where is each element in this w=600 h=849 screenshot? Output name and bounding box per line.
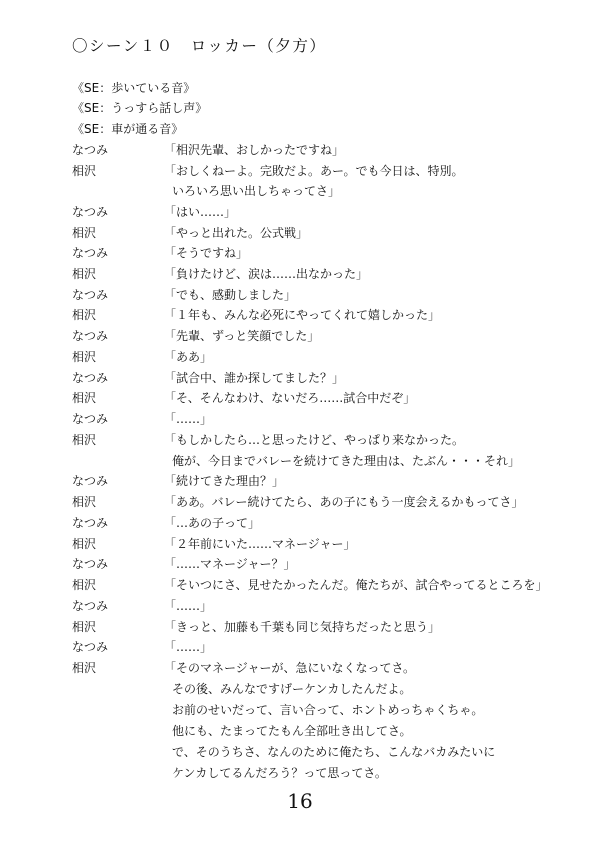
speaker-name: 相沢 [72, 391, 97, 405]
dialogue-line [0, 473, 600, 489]
dialogue-line [0, 163, 600, 179]
sound-effect-cue: 《SE：車が通る音》 [72, 122, 184, 136]
dialogue-continuation: その後、みんなですげーケンカしたんだよ。 [172, 682, 412, 696]
dialogue-line [0, 204, 600, 220]
dialogue-line [0, 536, 600, 552]
speaker-name: なつみ [72, 557, 109, 571]
dialogue-text: 「１年も、みんな必死にやってくれて嬉しかった」 [164, 308, 441, 322]
speaker-name: 相沢 [72, 164, 97, 178]
dialogue-text: 「そのマネージャーが、急にいなくなってさ。 [164, 661, 416, 675]
dialogue-text: 「続けてきた理由？」 [164, 474, 285, 488]
dialogue-line [0, 349, 600, 365]
dialogue-line [0, 225, 600, 241]
dialogue-line [0, 266, 600, 282]
dialogue-text: 「２年前にいた……マネージャー」 [164, 537, 356, 551]
dialogue-line [0, 577, 600, 593]
dialogue-text: 「でも、感動しました」 [164, 288, 297, 302]
speaker-name: なつみ [72, 412, 109, 426]
speaker-name: なつみ [72, 246, 109, 260]
dialogue-text: 「そ、そんなわけ、ないだろ……試合中だぞ」 [164, 391, 416, 405]
speaker-name: なつみ [72, 371, 109, 385]
dialogue-continuation: いろいろ思い出しちゃってさ」 [172, 184, 341, 198]
dialogue-line [0, 515, 600, 531]
dialogue-text: 「もしかしたら…と思ったけど、やっぱり来なかった。 [164, 433, 465, 447]
dialogue-text: 「負けたけど、涙は……出なかった」 [164, 267, 369, 281]
dialogue-text: 「ああ」 [164, 350, 213, 364]
dialogue-text: 「おしくねーよ。完敗だよ。あー。でも今日は、特別。 [164, 164, 464, 178]
dialogue-text: 「そうですね」 [164, 246, 249, 260]
dialogue-continuation: で、そのうちさ、なんのために俺たち、こんなバカみたいに [172, 745, 496, 759]
dialogue-line [0, 245, 600, 261]
speaker-name: 相沢 [72, 433, 97, 447]
speaker-name: 相沢 [72, 267, 97, 281]
dialogue-line [0, 556, 600, 572]
speaker-name: 相沢 [72, 350, 97, 364]
dialogue-text: 「……」 [164, 599, 213, 613]
speaker-name: なつみ [72, 205, 109, 219]
dialogue-text: 「……マネージャー？」 [164, 557, 296, 571]
speaker-name: 相沢 [72, 620, 97, 634]
dialogue-text: 「先輩、ずっと笑顔でした」 [164, 329, 320, 343]
dialogue-line [0, 390, 600, 406]
dialogue-line [0, 287, 600, 303]
speaker-name: なつみ [72, 329, 109, 343]
speaker-name: 相沢 [72, 537, 97, 551]
speaker-name: なつみ [72, 288, 109, 302]
speaker-name: なつみ [72, 474, 109, 488]
dialogue-continuation: 他にも、たまってたもん全部吐き出してさ。 [172, 724, 412, 738]
dialogue-line [0, 411, 600, 427]
dialogue-line [0, 307, 600, 323]
dialogue-line [0, 142, 600, 158]
speaker-name: なつみ [72, 599, 109, 613]
dialogue-line [0, 432, 600, 448]
dialogue-text: 「……」 [164, 640, 213, 654]
scene-heading: 〇シーン１０ ロッカー（夕方） [72, 37, 327, 55]
dialogue-text: 「はい……」 [164, 205, 237, 219]
sound-effect-cue: 《SE：うっすら話し声》 [72, 101, 208, 115]
speaker-name: 相沢 [72, 578, 97, 592]
speaker-name: なつみ [72, 640, 109, 654]
dialogue-text: 「試合中、誰か探してました？」 [164, 371, 345, 385]
dialogue-continuation: ケンカしてるんだろう？って思ってさ。 [172, 766, 387, 780]
speaker-name: 相沢 [72, 226, 97, 240]
dialogue-line [0, 619, 600, 635]
dialogue-text: 「やっと出れた。公式戦」 [164, 226, 309, 240]
dialogue-text: 「…あの子って」 [164, 516, 261, 530]
dialogue-text: 「きっと、加藤も千葉も同じ気持ちだったと思う」 [164, 620, 441, 634]
dialogue-text: 「そいつにさ、見せたかったんだ。俺たちが、試合やってるところを」 [164, 578, 548, 592]
dialogue-line [0, 494, 600, 510]
dialogue-line [0, 660, 600, 676]
speaker-name: 相沢 [72, 661, 97, 675]
dialogue-text: 「ああ。バレー続けてたら、あの子にもう一度会えるかもってさ」 [164, 495, 524, 509]
speaker-name: 相沢 [72, 308, 97, 322]
speaker-name: なつみ [72, 143, 109, 157]
dialogue-text: 「……」 [164, 412, 213, 426]
speaker-name: 相沢 [72, 495, 97, 509]
sound-effect-cue: 《SE：歩いている音》 [72, 81, 196, 95]
dialogue-continuation: 俺が、今日までバレーを続けてきた理由は、たぶん・・・それ」 [172, 454, 521, 468]
dialogue-line [0, 370, 600, 386]
speaker-name: なつみ [72, 516, 109, 530]
dialogue-line [0, 639, 600, 655]
dialogue-text: 「相沢先輩、おしかったですね」 [164, 143, 345, 157]
dialogue-line [0, 328, 600, 344]
dialogue-line [0, 598, 600, 614]
dialogue-continuation: お前のせいだって、言い合って、ホントめっちゃくちゃ。 [172, 703, 484, 717]
page-number: 16 [287, 789, 313, 813]
